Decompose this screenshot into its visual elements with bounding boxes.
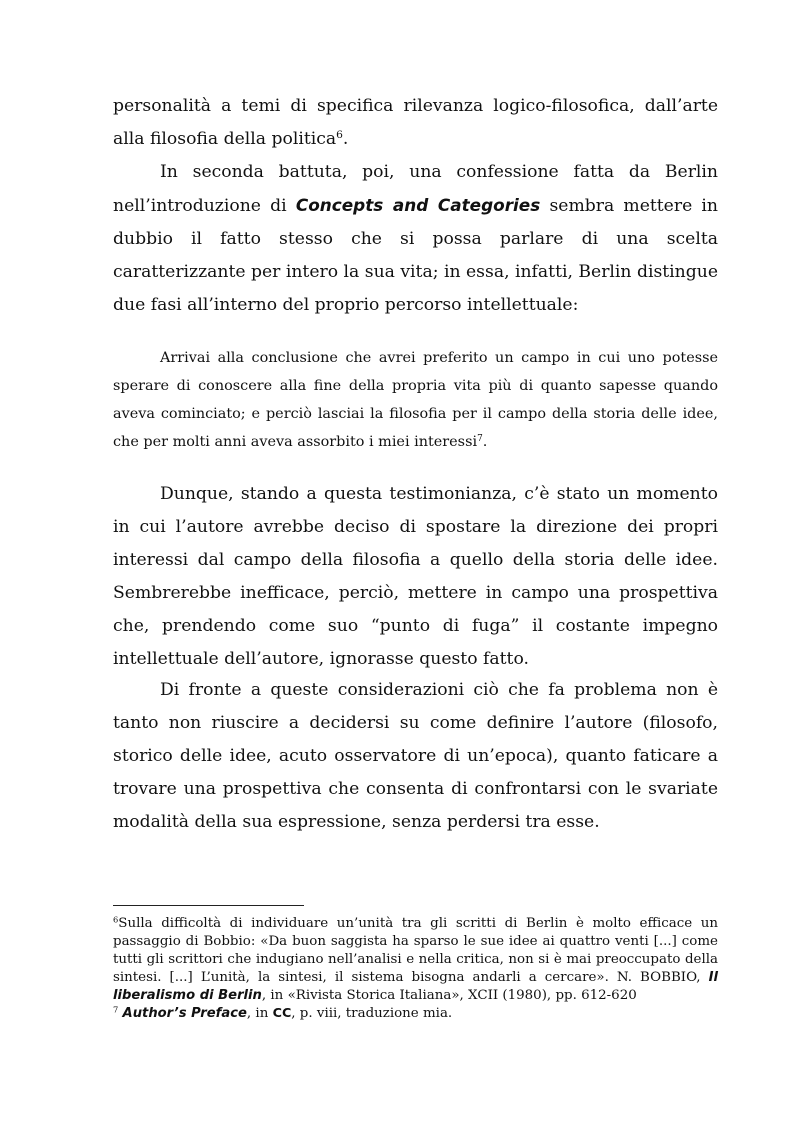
paragraph-text: sembra mettere in dubbio il fatto stesso che si possa parlare di una scelta caratterizzante per intero la sua vita; in essa, infatti, Berlin distingue due fasi all’interno del proprio percorso intellettuale: bbox=[113, 196, 718, 315]
footnote-text: , in bbox=[246, 1006, 273, 1021]
book-title: Concepts and Categories bbox=[295, 195, 541, 215]
paragraph-continuation bbox=[113, 90, 718, 156]
footnote-number: 7 bbox=[113, 1004, 119, 1015]
quote-punctuation: . bbox=[482, 434, 488, 450]
paragraph-berlin-confession bbox=[113, 156, 718, 322]
paragraph-text: personalità a temi di specifica rilevanza logico-filosofica, dall’arte alla filosofia della politica bbox=[113, 96, 718, 149]
quote-text: Arrivai alla conclusione che avrei preferito un campo in cui uno potesse sperare di conoscere alla fine della propria vita più di quanto sapesse quando aveva cominciato; e perciò lasciai la filosofia per il campo della storia delle idee, che per molti anni aveva assorbito i miei interessi bbox=[113, 350, 718, 450]
footnote-reference-7: 7 bbox=[477, 434, 483, 445]
footnote-6 bbox=[113, 915, 718, 1005]
paragraph-testimony: Dunque, stando a questa testimonianza, c’è stato un momento in cui l’autore avrebbe deciso di spostare la direzione dei propri interessi dal campo della filosofia a quello della storia delle idee. Sembrerebbe inefficace, perciò, mettere in campo una prospettiva che, prendendo come suo “punto di fuga” il costante impegno intellettuale dell’autore, ignorasse questo fatto. bbox=[113, 484, 718, 669]
cited-abbreviation: CC bbox=[272, 1006, 292, 1021]
footnote-text: Sulla difficoltà di individuare un’unità tra gli scritti di Berlin è molto efficace un passaggio di Bobbio: «Da buon saggista ha sparso le sue idee ai quattro venti [...] come tutti gli scrittori che indugiano nell’analisi e nella critica, non si è mai preoccupato della sintesi. [...] L’unità, la sintesi, il sistema bisogna andarli a cercare». N. BOBBIO, bbox=[113, 916, 718, 985]
cited-title: Author’s Preface bbox=[122, 1006, 247, 1021]
paragraph-considerations: Di fronte a queste considerazioni ciò che fa problema non è tanto non riuscire a decidersi su come definire l’autore (filosofo, storico delle idee, acuto osservatore di un’epoca), quanto faticare a trovare una prospettiva che consenta di confrontarsi con le svariate modalità della sua espressione, senza perdersi tra esse. bbox=[113, 680, 718, 832]
paragraph-punctuation: . bbox=[342, 129, 349, 149]
paragraph-text: In seconda battuta, poi, una confessione fatta da Berlin nell’introduzione di bbox=[113, 162, 718, 216]
footnote-text: , p. viii, traduzione mia. bbox=[291, 1006, 453, 1021]
cited-title: Il liberalismo di Berlin bbox=[113, 970, 718, 1003]
footnote-reference-6: 6 bbox=[336, 128, 343, 142]
footnote-7 bbox=[113, 1005, 718, 1023]
block-quote bbox=[113, 344, 718, 456]
footnote-number: 6 bbox=[113, 914, 119, 925]
footnote-text: , in «Rivista Storica Italiana», XCII (1980), pp. 612-620 bbox=[261, 988, 637, 1003]
footnotes bbox=[113, 915, 718, 1023]
footnote-separator bbox=[113, 905, 304, 906]
